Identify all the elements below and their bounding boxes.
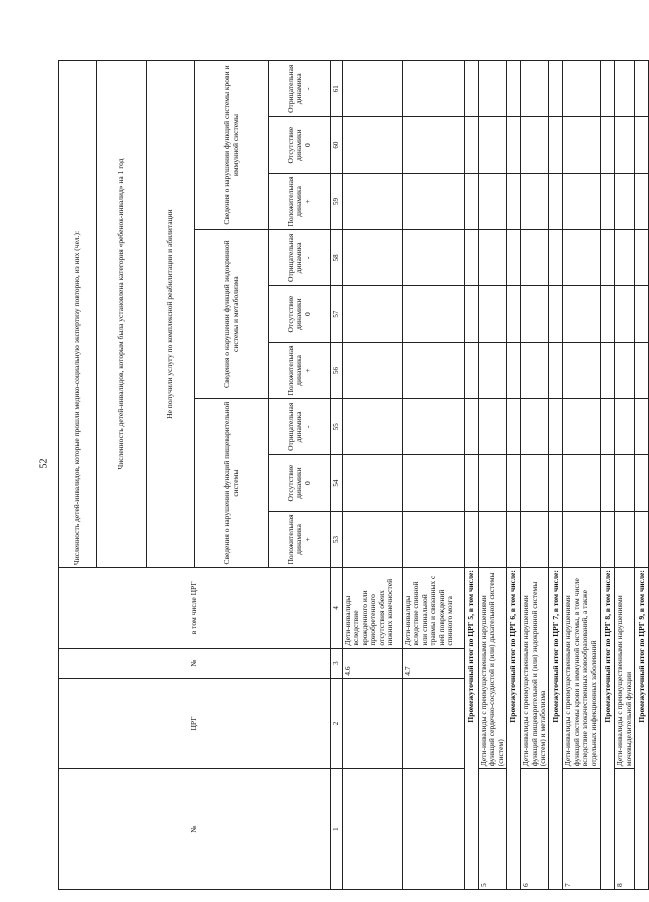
table-cell — [343, 511, 403, 567]
header-category-1yr: Численность детей-инвалидов, которым была установлена категория «ребенок-инвалид» на 1 год — [97, 61, 147, 568]
subtotal-label: Промежуточный итог по ЦРГ 5, в том числе: — [465, 568, 479, 890]
table-cell — [343, 342, 403, 398]
table-cell — [635, 230, 649, 286]
table-cell — [615, 286, 635, 342]
table-cell — [635, 342, 649, 398]
table-cell — [343, 769, 403, 890]
subtotal-label: Промежуточный итог по ЦРГ 8, в том числе: — [601, 568, 615, 890]
table-cell — [635, 286, 649, 342]
dyn-pos-sign: + — [302, 199, 312, 204]
table-cell — [521, 230, 549, 286]
table-cell — [615, 117, 635, 173]
table-cell — [521, 342, 549, 398]
table-cell — [601, 342, 615, 398]
col-number: 59 — [331, 173, 343, 229]
table-cell — [521, 173, 549, 229]
table-cell — [507, 511, 521, 567]
header-dyn-neg — [269, 230, 331, 286]
table-cell — [403, 455, 465, 511]
row-number: 6 — [521, 769, 549, 890]
header-group-endocrine: Сведения о нарушении функций эндокринной системы и метаболизма — [195, 230, 269, 399]
table-cell — [615, 173, 635, 229]
header-no-rehab: Не получили услугу по комплексной реабилитации и абилитации — [147, 61, 195, 568]
table-row — [615, 61, 635, 890]
dyn-neg-sign: - — [302, 256, 312, 260]
table-cell — [403, 511, 465, 567]
table-cell — [563, 511, 601, 567]
header-dyn-none — [269, 455, 331, 511]
table-cell — [507, 61, 521, 117]
table-cell — [507, 286, 521, 342]
subtotal-row — [601, 61, 615, 890]
row-crg-text: Дети-инвалиды с преимущественными нарушениями мочевыделительной функции — [615, 568, 635, 769]
table-cell — [563, 230, 601, 286]
col-number: 53 — [331, 511, 343, 567]
table-cell — [507, 173, 521, 229]
table-cell — [507, 342, 521, 398]
table-cell — [521, 286, 549, 342]
header-dyn-pos — [269, 511, 331, 567]
dyn-neg-label: Отрицательная динамика — [285, 64, 304, 113]
dyn-none-label: Отсутствие динамики — [285, 126, 304, 164]
table-cell — [521, 455, 549, 511]
col-number: 60 — [331, 117, 343, 173]
table-cell — [615, 455, 635, 511]
table-cell — [563, 117, 601, 173]
table-cell — [521, 399, 549, 455]
table-cell — [343, 61, 403, 117]
table-cell — [403, 399, 465, 455]
table-cell — [403, 61, 465, 117]
table-cell — [563, 399, 601, 455]
report-table — [58, 60, 649, 890]
table-cell — [601, 230, 615, 286]
table-cell — [343, 399, 403, 455]
subtotal-row — [507, 61, 521, 890]
table-cell — [635, 173, 649, 229]
row-sub-number: 4.7 — [403, 648, 465, 678]
table-cell — [479, 455, 507, 511]
col-number: 58 — [331, 230, 343, 286]
table-cell — [465, 61, 479, 117]
table-cell — [521, 61, 549, 117]
col-number: 4 — [331, 568, 343, 648]
row-crg-text: Дети-инвалиды вследствие спинной или спинальной травмы и связанных с ней повреждений спинного мозга — [403, 568, 465, 648]
table-cell — [549, 286, 563, 342]
table-cell — [465, 286, 479, 342]
header-repeat-exam: Численность детей-инвалидов, которые прошли медико-социальную экспертизу повторно, из них (чел.): — [59, 61, 97, 568]
col-number: 3 — [331, 648, 343, 678]
dyn-neg-sign: - — [302, 87, 312, 90]
table-cell — [615, 511, 635, 567]
header-dyn-neg — [269, 399, 331, 455]
table-cell — [615, 230, 635, 286]
dyn-neg-label: Отрицательная динамика — [285, 233, 304, 282]
table-cell — [601, 399, 615, 455]
table-cell — [549, 511, 563, 567]
table-cell — [479, 286, 507, 342]
table-cell — [479, 399, 507, 455]
col-number: 1 — [331, 769, 343, 890]
table-cell — [479, 117, 507, 173]
dyn-neg-label: Отрицательная динамика — [285, 402, 304, 451]
dyn-none-label: Отсутствие динамики — [285, 464, 304, 502]
table-cell — [479, 173, 507, 229]
table-cell — [549, 455, 563, 511]
col-number: 2 — [331, 678, 343, 769]
col-number: 57 — [331, 286, 343, 342]
table-cell — [343, 678, 403, 769]
header-group-blood: Сведения о нарушении функций системы крови и иммунной системы — [195, 61, 269, 230]
table-row — [563, 61, 601, 890]
table-cell — [521, 511, 549, 567]
header-row-1 — [59, 61, 97, 890]
table-cell — [479, 342, 507, 398]
table-cell — [343, 117, 403, 173]
table-cell — [635, 455, 649, 511]
table-row — [521, 61, 549, 890]
table-cell — [635, 117, 649, 173]
subtotal-row — [549, 61, 563, 890]
row-crg-text: Дети-инвалиды с преимущественными нарушениями функций сердечно-сосудистой и (или) дыхательной системы (систем) — [479, 568, 507, 769]
table-cell — [479, 230, 507, 286]
table-cell — [549, 342, 563, 398]
dyn-neg-sign: - — [302, 425, 312, 429]
row-crg-text: Дети-инвалиды вследствие врожденного или приобретенного отсутствия обеих нижних конечностей — [343, 568, 403, 648]
table-cell — [601, 61, 615, 117]
table-cell — [403, 342, 465, 398]
subtotal-label: Промежуточный итог по ЦРГ 7, в том числе: — [549, 568, 563, 890]
dyn-pos-label: Положительная динамика — [285, 345, 304, 396]
header-incl-crg: в том числе ЦРГ — [59, 568, 331, 648]
table-cell — [563, 286, 601, 342]
table-cell — [403, 678, 465, 769]
table-cell — [635, 511, 649, 567]
table-cell — [343, 173, 403, 229]
table-cell — [563, 455, 601, 511]
table-cell — [563, 173, 601, 229]
row-number: 5 — [479, 769, 507, 890]
row-number: 7 — [563, 769, 601, 890]
col-number: 56 — [331, 342, 343, 398]
table-cell — [403, 769, 465, 890]
table-cell — [563, 61, 601, 117]
table-cell — [465, 230, 479, 286]
table-cell — [465, 342, 479, 398]
table-cell — [549, 173, 563, 229]
dyn-none-label: Отсутствие динамики — [285, 295, 304, 333]
header-crg: ЦРГ — [59, 678, 331, 769]
table-cell — [549, 230, 563, 286]
table-cell — [403, 230, 465, 286]
table-cell — [507, 117, 521, 173]
column-number-row — [331, 61, 343, 890]
row-crg-text: Дети-инвалиды с преимущественными нарушениями функций пищеварительной и (или) эндокринной системы (систем) и метаболизма — [521, 568, 549, 769]
dyn-pos-label: Положительная динамика — [285, 514, 304, 565]
header-no: № — [59, 769, 331, 890]
table-cell — [403, 286, 465, 342]
col-number: 61 — [331, 61, 343, 117]
table-cell — [549, 61, 563, 117]
header-dyn-neg — [269, 61, 331, 117]
table-cell — [403, 117, 465, 173]
row-sub-number: 4.6 — [343, 648, 403, 678]
subtotal-label: Промежуточный итог по ЦРГ 6, в том числе: — [507, 568, 521, 890]
dyn-pos-sign: + — [302, 368, 312, 373]
table-cell — [615, 61, 635, 117]
table-cell — [465, 399, 479, 455]
header-dyn-none — [269, 286, 331, 342]
col-number: 54 — [331, 455, 343, 511]
table-cell — [563, 342, 601, 398]
header-sub-no: № — [59, 648, 331, 678]
table-cell — [465, 511, 479, 567]
dyn-none-sign: 0 — [302, 312, 312, 317]
table-cell — [601, 286, 615, 342]
col-number: 55 — [331, 399, 343, 455]
dyn-none-sign: 0 — [302, 143, 312, 148]
dyn-pos-sign: + — [302, 537, 312, 542]
row-crg-text: Дети-инвалиды с преимущественными нарушениями функций системы крови и иммунной системы, в том числе вследствие злокачественных новообразований, а также отдельных инфекционных заболеваний — [563, 568, 601, 769]
table-cell — [615, 342, 635, 398]
table-cell — [343, 230, 403, 286]
row-number: 8 — [615, 769, 635, 890]
table-cell — [465, 455, 479, 511]
table-row — [403, 61, 465, 890]
table-cell — [601, 173, 615, 229]
table-cell — [507, 230, 521, 286]
table-cell — [479, 61, 507, 117]
table-cell — [343, 286, 403, 342]
table-cell — [601, 455, 615, 511]
table-cell — [549, 117, 563, 173]
table-row — [343, 61, 403, 890]
table-cell — [615, 399, 635, 455]
dyn-none-sign: 0 — [302, 481, 312, 485]
table-cell — [507, 399, 521, 455]
table-cell — [343, 455, 403, 511]
header-dyn-pos — [269, 173, 331, 229]
subtotal-row — [465, 61, 479, 890]
table-cell — [635, 399, 649, 455]
table-row — [479, 61, 507, 890]
table-cell — [403, 173, 465, 229]
table-cell — [549, 399, 563, 455]
header-dyn-none — [269, 117, 331, 173]
table-cell — [465, 117, 479, 173]
rotated-table-wrapper — [58, 60, 646, 890]
dyn-pos-label: Положительная динамика — [285, 176, 304, 227]
header-dyn-pos — [269, 342, 331, 398]
table-cell — [521, 117, 549, 173]
table-cell — [635, 61, 649, 117]
table-cell — [479, 511, 507, 567]
page-number: 52 — [38, 458, 50, 469]
table-cell — [465, 173, 479, 229]
header-group-digestive: Сведения о нарушении функций пищеварительной системы — [195, 399, 269, 568]
table-cell — [601, 117, 615, 173]
table-cell — [601, 511, 615, 567]
table-cell — [507, 455, 521, 511]
subtotal-label: Промежуточный итог по ЦРГ 9, в том числе: — [635, 568, 649, 890]
subtotal-row — [635, 61, 649, 890]
